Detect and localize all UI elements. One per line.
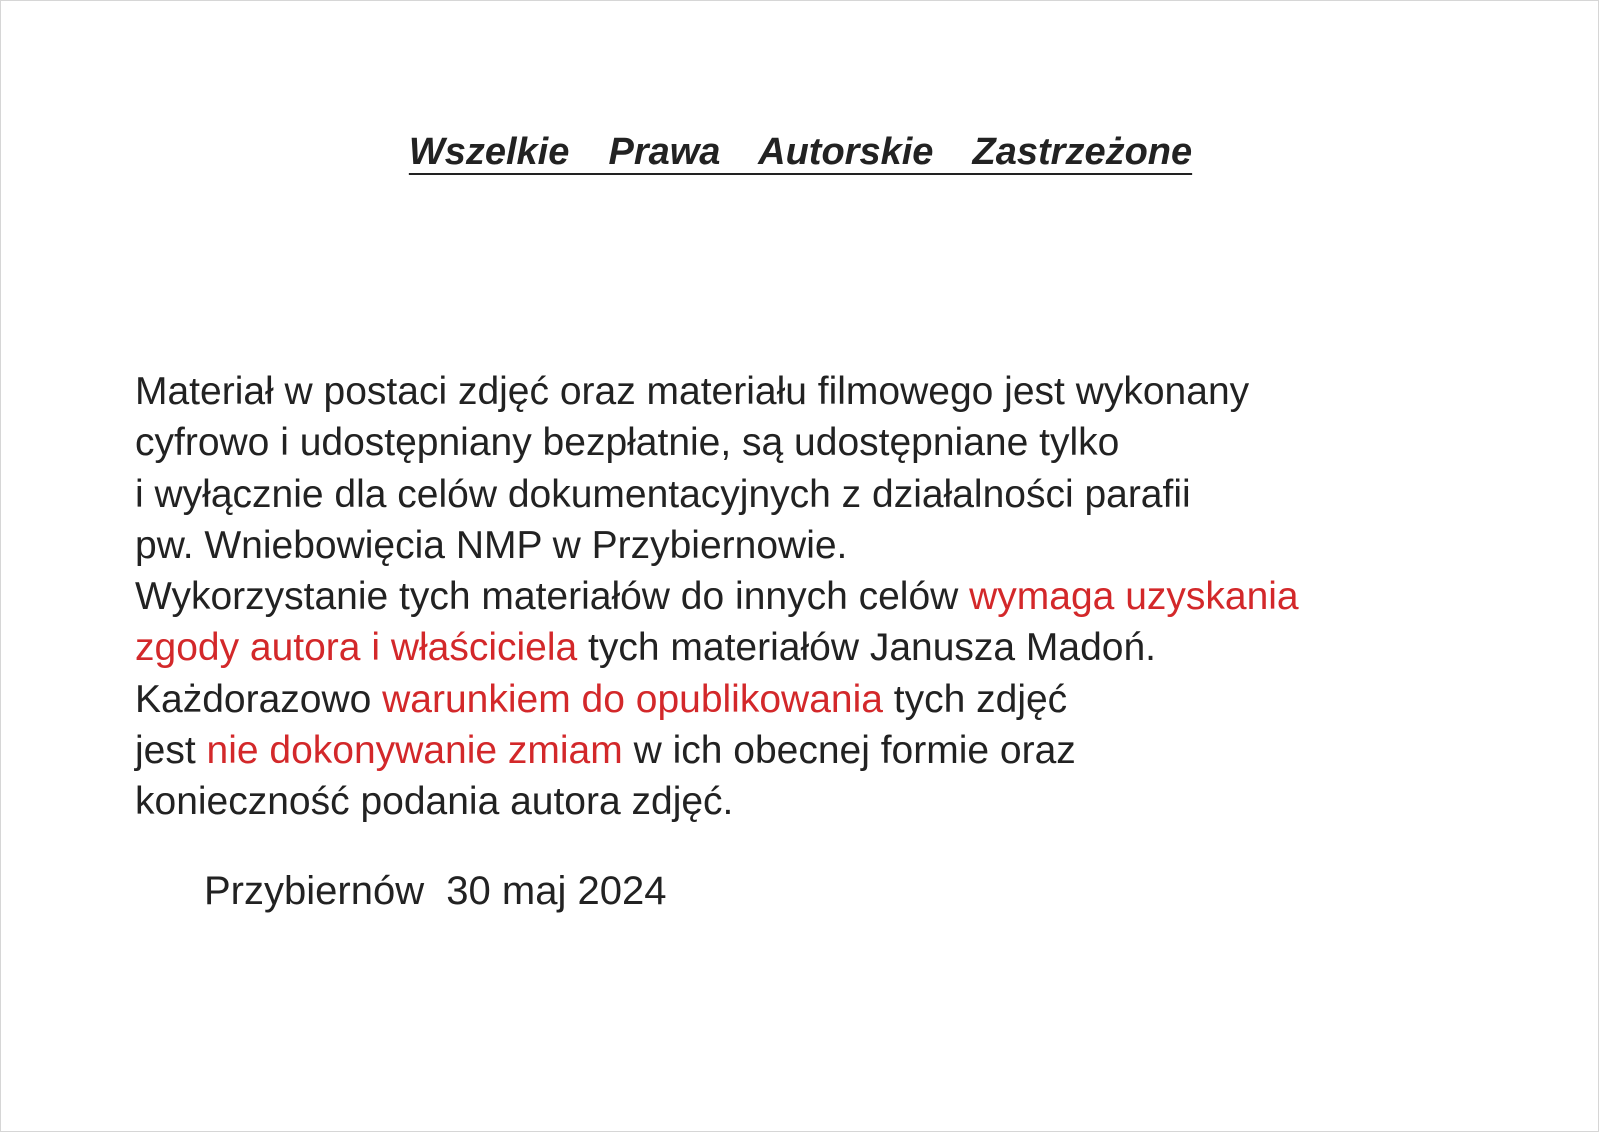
body-text: Wykorzystanie tych materiałów do innych celów (135, 575, 970, 619)
body-text: Materiał w postaci zdjęć oraz materiału filmowego jest wykonany (135, 370, 1250, 413)
body-line (135, 776, 1555, 827)
body-text: Każdorazowo (135, 677, 383, 721)
body-line (135, 725, 1555, 776)
body-text: cyfrowo i udostępniany bezpłatnie, są udostępniane tylko (135, 421, 1120, 465)
body-text: i wyłącznie dla celów dokumentacyjnych z działalności parafii (135, 472, 1191, 516)
body-line (135, 674, 1555, 725)
body-text: tych materiałów Janusza Madoń. (577, 626, 1156, 670)
body-text: pw. Wniebowięcia NMP w Przybiernowie. (135, 523, 848, 567)
body-line (135, 622, 1555, 673)
document-body (135, 366, 1555, 828)
document-title-text: Wszelkie Prawa Autorskie Zastrzeżone (408, 131, 1193, 173)
place-and-date: Przybiernów 30 maj 2024 (204, 869, 667, 913)
body-text: w ich obecnej formie oraz (622, 729, 1076, 773)
body-line (135, 469, 1555, 520)
document-title (1, 133, 1599, 171)
body-line (135, 520, 1555, 571)
highlighted-text: nie dokonywanie zmiam (206, 729, 623, 773)
body-text: konieczność podania autora zdjęć. (135, 780, 734, 824)
body-line (135, 571, 1555, 622)
body-line (135, 417, 1555, 468)
highlighted-text: wymaga uzyskania (969, 575, 1299, 619)
body-line (135, 366, 1555, 417)
body-text: jest (135, 729, 207, 773)
highlighted-text: warunkiem do opublikowania (382, 677, 883, 721)
highlighted-text: zgody autora i właściciela (135, 626, 578, 670)
body-text: tych zdjęć (882, 677, 1068, 721)
